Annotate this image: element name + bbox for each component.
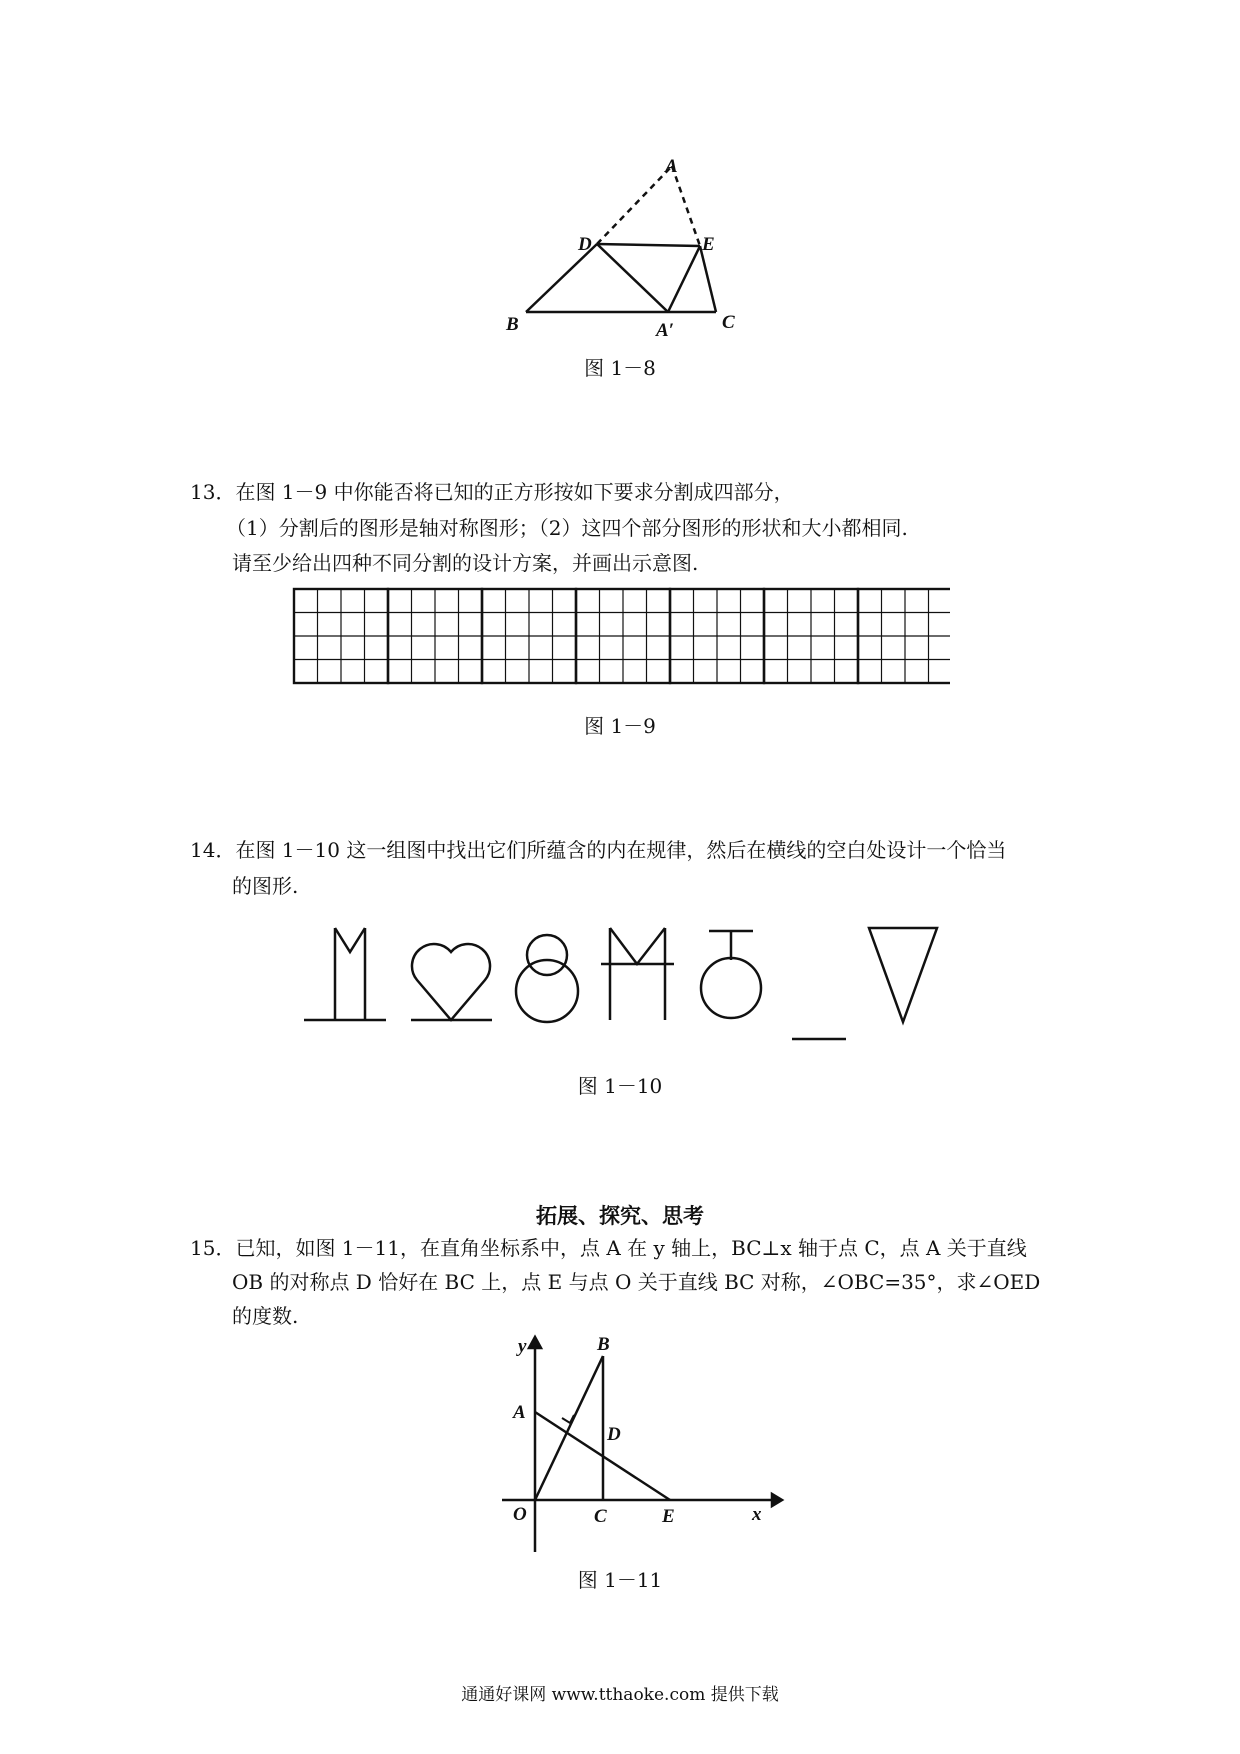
square-grid-5: [670, 589, 764, 683]
label-c: C: [594, 1506, 607, 1527]
shape-mirrored-1: [304, 928, 386, 1020]
square-grid-4: [576, 589, 670, 683]
footer-text: 通通好课网 www.tthaoke.com 提供下载: [461, 1685, 779, 1705]
figure-1-10: [300, 920, 960, 1050]
figure-1-8: [490, 140, 750, 340]
segment-de: [597, 244, 700, 246]
shape-mirrored-4: [601, 928, 674, 1020]
label-b: B: [506, 314, 519, 335]
q15-line1: 15．已知，如图 1－11，在直角坐标系中，点 A 在 y 轴上，BC⊥x 轴于点 C，点 A 关于直线: [190, 1236, 1027, 1260]
q13-line1: 13．在图 1－9 中你能否将已知的正方形按如下要求分割成四部分，: [190, 480, 794, 504]
segment-ob: [535, 1356, 603, 1500]
y-axis-arrow: [529, 1337, 541, 1348]
section-title: 拓展、探究、思考: [536, 1203, 704, 1228]
label-y: y: [518, 1336, 527, 1357]
q15-line3: 的度数.: [232, 1304, 299, 1328]
shape-mirrored-5: [701, 931, 761, 1018]
label-x: x: [752, 1504, 762, 1525]
square-grid-7: [858, 589, 950, 683]
shape-mirrored-3: [516, 935, 578, 1022]
label-d: D: [578, 234, 592, 255]
square-grid-1: [294, 589, 388, 683]
square-grid-6: [764, 589, 858, 683]
segment-ad-dashed: [597, 166, 672, 244]
x-axis-arrow: [772, 1494, 782, 1506]
q13-line3: 请至少给出四种不同分割的设计方案，并画出示意图.: [232, 551, 699, 575]
figure-1-10-caption: 图 1－10: [577, 1074, 663, 1098]
shape-inverted-triangle: [869, 928, 937, 1022]
figure-1-11-caption: 图 1－11: [577, 1568, 663, 1592]
figure-1-8-caption: 图 1－8: [584, 356, 656, 380]
label-c: C: [722, 312, 735, 333]
label-a-prime: A′: [656, 320, 675, 340]
segment-ec: [700, 246, 716, 312]
segment-ea-prime: [668, 246, 700, 312]
figure-1-11: [500, 1330, 790, 1560]
label-b: B: [597, 1334, 610, 1355]
shape-mirrored-2: [411, 944, 492, 1020]
segment-da-prime: [597, 244, 668, 312]
q13-line2: （1）分割后的图形是轴对称图形；（2）这四个部分图形的形状和大小都相同.: [226, 516, 908, 540]
q14-line1: 14．在图 1－10 这一组图中找出它们所蕴含的内在规律，然后在横线的空白处设计一个恰当: [190, 838, 1007, 862]
segment-ae-dashed: [672, 166, 700, 246]
figure-1-9-caption: 图 1－9: [584, 714, 656, 738]
q14-line2: 的图形.: [232, 874, 299, 898]
label-o: O: [513, 1504, 527, 1525]
q15-line2: OB 的对称点 D 恰好在 BC 上，点 E 与点 O 关于直线 BC 对称，∠OBC=35°，求∠OED: [232, 1270, 1041, 1294]
square-grid-2: [388, 589, 482, 683]
figure-1-9-grids: [290, 585, 950, 687]
label-e: E: [702, 234, 715, 255]
label-a: A: [665, 156, 678, 177]
label-d: D: [607, 1424, 621, 1445]
label-e: E: [662, 1506, 675, 1527]
label-a: A: [513, 1402, 526, 1423]
square-grid-3: [482, 589, 576, 683]
